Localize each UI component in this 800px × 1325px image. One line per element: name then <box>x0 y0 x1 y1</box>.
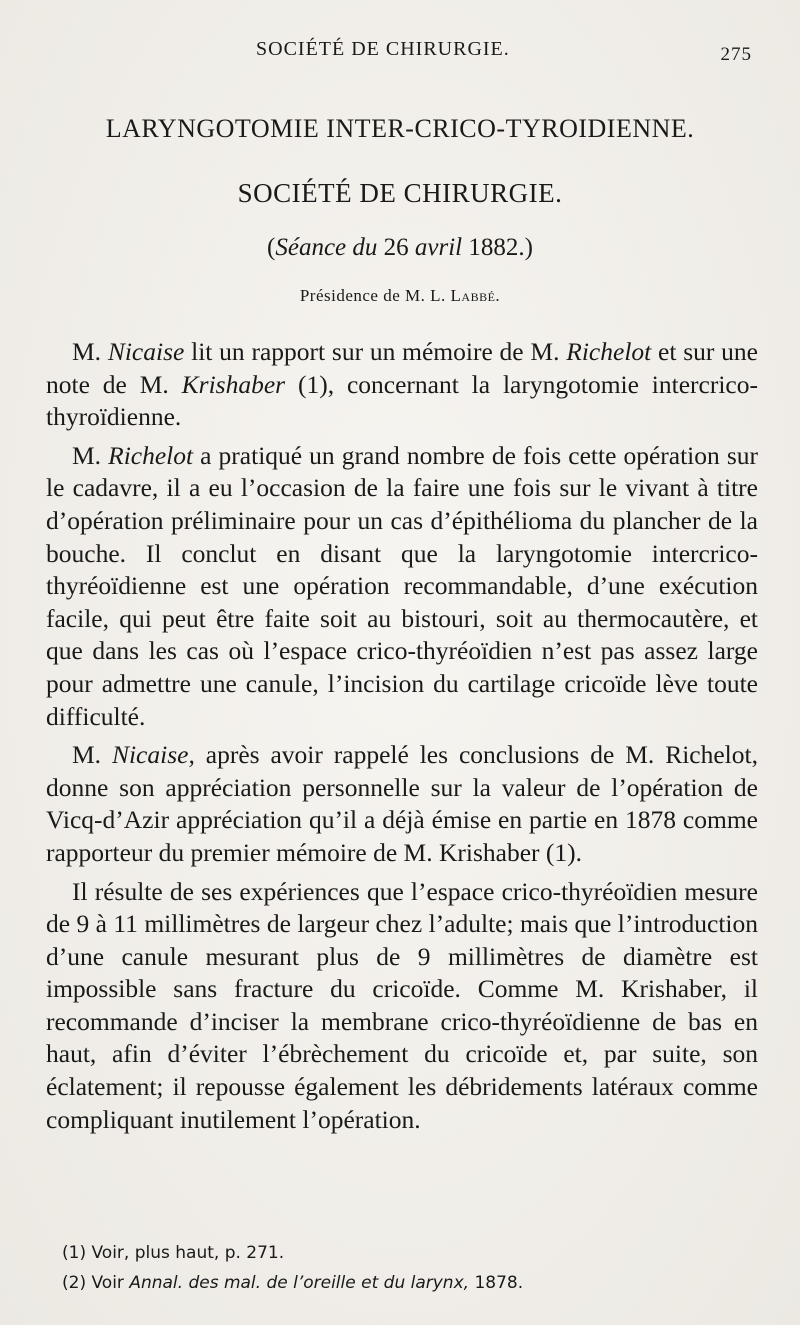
footnote-2 <box>62 1268 762 1298</box>
footnote-2-year: 1878. <box>469 1273 524 1293</box>
paragraph-3 <box>46 739 758 869</box>
running-title: SOCIÉTÉ DE CHIRURGIE. <box>256 38 510 60</box>
paragraph-1 <box>46 336 758 434</box>
session-month: avril <box>414 234 463 261</box>
running-head <box>0 38 800 68</box>
p2-text-c: a pratiqué un grand nombre de fois cette opération sur le cadavre, il a eu l’occasion de la faire une fois sur le vivant à titre d’opération préliminaire pour un cas d’épithélioma du plancher de la bouche. Il conclut en disant que la laryngotomie intercrico-thyréoïdienne est une opération recommandable, d’une exécution facile, qui peut être faite soit au bistouri, soit au thermocautère, et que dans les cas où l’espace crico-thyréoïdien n’est pas assez large pour admettre une canule, l’incision du cartilage cricoïde lève toute difficulté. <box>46 440 758 731</box>
p1-name-richelot: Richelot <box>566 337 652 366</box>
p1-text-a: M. <box>72 337 108 366</box>
body-text <box>46 336 758 1142</box>
society-title: SOCIÉTÉ DE CHIRURGIE. <box>237 178 563 208</box>
p1-text-g: (1), concernant la laryngotomie intercrico-thyroïdienne. <box>46 369 758 432</box>
p1-text-e: et sur une note de M. <box>46 337 758 399</box>
footnote-2-prefix: (2) Voir <box>62 1273 130 1293</box>
session-day: 26 <box>377 234 415 261</box>
p3-name-nicaise: Nicaise, <box>111 740 195 770</box>
session-year: 1882.) <box>462 234 533 261</box>
session-date <box>0 234 800 262</box>
p1-name-krishaber: Krishaber <box>181 369 286 399</box>
p3-text-c: après avoir rappelé les conclusions de M. Richelot, donne son appréciation personnelle sur la valeur de l’opération de Vicq-d’Azir appréciation qu’il a déjà émise en partie en 1878 comme rapporteur du premier mémoire de M. Krishaber (1). <box>46 740 758 867</box>
article-title: LARYNGOTOMIE INTER-CRICO-TYROIDIENNE. <box>105 114 695 143</box>
paragraph-2 <box>46 440 758 733</box>
page-number: 275 <box>720 44 752 65</box>
session-open: ( <box>267 234 276 261</box>
footnote-2-journal: Annal. des mal. de l’oreille et du larynx, <box>129 1273 470 1293</box>
footnotes <box>62 1238 762 1298</box>
presidency-line <box>0 286 800 306</box>
paragraph-4: Il résulte de ses expériences que l’espace crico-thyréoïdien mesure de 9 à 11 millimètres de largeur chez l’adulte; mais que l’introduction d’une canule mesurant plus de 9 millimètres de diamètre est impossible sans fracture du cricoïde. Comme M. Krishaber, il recommande d’inciser la membrane crico-thyréoïdienne de bas en haut, afin d’éviter l’ébrèchement du cricoïde et, par suite, son éclatement; il repousse également les débridements latéraux comme compliquant inutilement l’opération. <box>46 876 758 1134</box>
presidency-prefix: Présidence de M. L. <box>299 286 451 305</box>
p3-text-a: M. <box>72 740 112 770</box>
footnote-1: (1) Voir, plus haut, p. 271. <box>62 1243 285 1263</box>
p1-name-nicaise: Nicaise <box>107 337 185 366</box>
p2-name-richelot: Richelot <box>108 440 194 470</box>
presidency-name: Labbé. <box>450 286 501 305</box>
session-label: Séance du <box>275 234 378 261</box>
p1-text-c: lit un rapport sur un mémoire de M. <box>184 337 567 366</box>
p2-text-a: M. <box>72 440 109 470</box>
